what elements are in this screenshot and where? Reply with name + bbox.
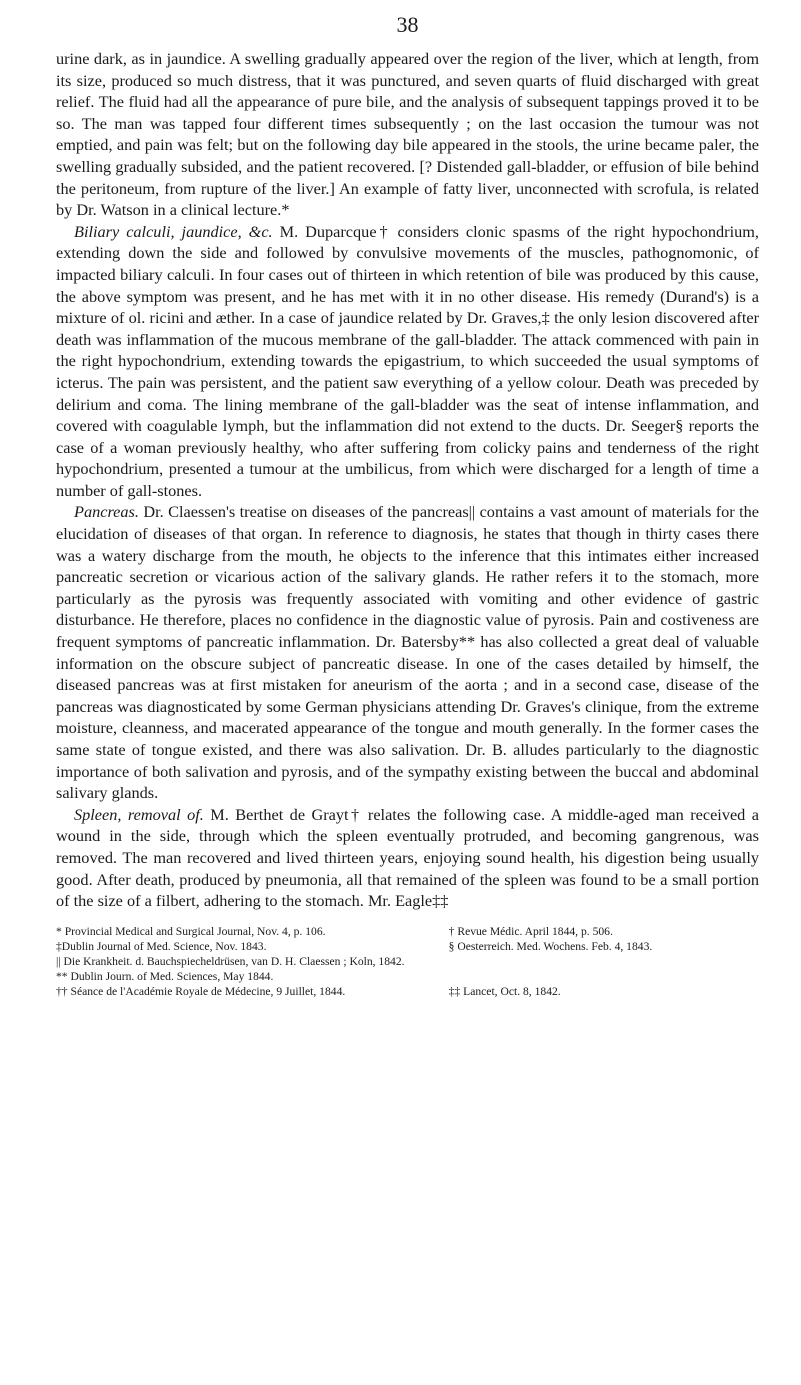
section-heading-biliary: Biliary calculi, jaundice, &c. [74, 221, 273, 241]
paragraph-intro-continued [56, 48, 759, 221]
page-number: 38 [396, 12, 419, 37]
body-text [56, 48, 759, 912]
footnote: * Provincial Medical and Surgical Journal, Nov. 4, p. 106. [56, 924, 326, 938]
paragraph-text: M. Berthet de Grayt† relates the following case. A middle-aged man received a wound in the side, through which the spleen eventually protruded, and becoming gangrenous, was removed. The man recovered and lived thirteen years, enjoying sound health, his digestion being usually good. After death, produced by pneumonia, all that remained of the spleen was found to be a small portion of the size of a filbert, adhering to the stomach. Mr. Eagle‡‡ [56, 804, 759, 911]
section-heading-pancreas: Pancreas. [74, 502, 139, 522]
footnote: †† Séance de l'Académie Royale de Médecine, 9 Juillet, 1844. [56, 984, 346, 998]
paragraph-spleen [56, 804, 759, 912]
paragraph-pancreas [56, 501, 759, 803]
section-heading-spleen: Spleen, removal of. [74, 804, 204, 824]
footnote [449, 969, 765, 984]
paragraph-text: M. Duparcque† considers clonic spasms of the right hypochondrium, extending down the side and followed by convulsive movements of the muscles, pathognomonic, of impacted biliary calculi. In four cases out of thirteen in which retention of bile was produced by this cause, the above symptom was present, and he has met with it in no other disease. His remedy (Durand's) is a mixture of ol. ricini and æther. In a case of jaundice related by Dr. Graves,‡ the only lesion discovered after death was inflammation of the mucous membrane of the gall-bladder. The attack commenced with pain in the right hypochondrium, extending towards the epigastrium, to which succeeded the usual symptoms of icterus. The pain was persistent, and the patient saw everything of a yellow colour. Death was preceded by delirium and coma. The lining membrane of the gall-bladder was the seat of intense inflammation, and covered with coagulable lymph, but the inflammation did not extend to the ducts. Dr. Seeger§ reports the case of a woman previously healthy, who after suffering from colicky pains and tenderness of the right hypochondrium, presented a tumour at the umbilicus, from which were discharged for a length of time a number of gall-stones. [56, 221, 759, 500]
paragraph-text: urine dark, as in jaundice. A swelling gradually appeared over the region of the liver, which at length, from its size, produced so much distress, that it was punctured, and seven quarts of fluid discharged with great relief. The fluid had all the appearance of pure bile, and the analysis of subsequent tappings proved it to be so. The man was tapped four different times subsequently ; on the last occasion the tumour was not emptied, and pain was felt; but on the following day bile appeared in the stools, the urine became paler, the swelling gradually subsided, and the patient recovered. [? Distended gall-bladder, or effusion of bile behind the peritoneum, from rupture of the liver.] An example of fatty liver, unconnected with scrofula, is related by Dr. Watson in a clinical lecture.* [56, 49, 759, 220]
footnote [449, 954, 765, 969]
paragraph-biliary-calculi [56, 221, 759, 502]
footnote: ** Dublin Journ. of Med. Sciences, May 1844. [56, 969, 274, 983]
paragraph-text: Dr. Claessen's treatise on diseases of the pancreas|| contains a vast amount of materials for the elucidation of diseases of that organ. In reference to diagnosis, he states that though in thirty cases there was a watery discharge from the mouth, he objects to the inference that this intimates either increased pancreatic secretion or vicarious action of the salivary glands. He rather refers it to the stomach, more particularly as the pyrosis was frequently associated with vomiting and other evidence of gastric disturbance. He therefore, places no confidence in the diagnostic value of pyrosis. Pain and costiveness are frequent symptoms of pancreatic inflammation. Dr. Batersby** has also collected a great deal of valuable information on the obscure subject of pancreatic disease. In one of the cases detailed by himself, the diseased pancreas was at first mistaken for aneurism of the aorta ; and in a second case, disease of the pancreas was diagnosticated by some German physicians attending Dr. Graves's clinique, from the extreme moisture, cleanness, and macerated appearance of the tongue and mouth generally. In the former cases the same state of tongue existed, and there was also salivation. Dr. B. alludes particularly to the diagnostic importance of both salivation and pyrosis, and of the sympathy existing between the buccal and abdominal salivary glands. [56, 502, 759, 803]
footnote: || Die Krankheit. d. Bauchspiecheldrüsen, van D. H. Claessen ; Koln, 1842. [56, 954, 405, 968]
footnote: † Revue Médic. April 1844, p. 506. [448, 924, 613, 938]
footnote: § Oesterreich. Med. Wochens. Feb. 4, 1843. [448, 939, 653, 953]
footnote: ‡Dublin Journal of Med. Science, Nov. 1843. [56, 939, 267, 953]
footnotes [56, 924, 759, 999]
footnote: ‡‡ Lancet, Oct. 8, 1842. [448, 984, 561, 998]
